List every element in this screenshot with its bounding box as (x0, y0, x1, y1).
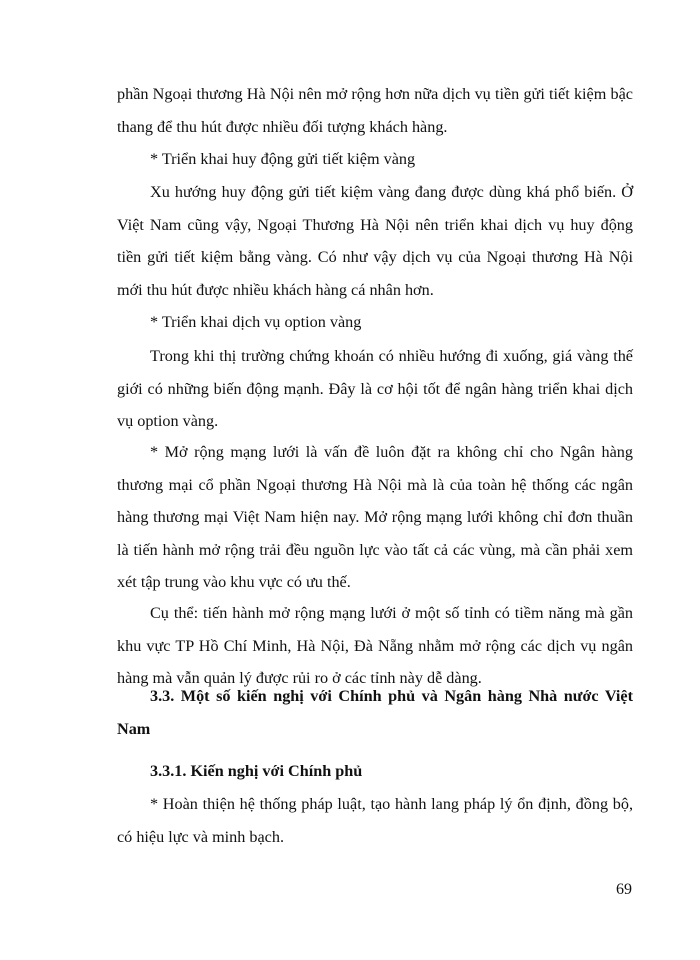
paragraph-gold-option: Trong khi thị trường chứng khoán có nhiều hướng đi xuống, giá vàng thế giới có những biến động mạnh. Đây là cơ hội tốt để ngân hàng triển khai dịch vụ option vàng. (117, 347, 633, 430)
bullet-gold-savings: * Triển khai huy động gửi tiết kiệm vàng (150, 150, 416, 168)
paragraph-specifics: Cụ thể: tiến hành mở rộng mạng lưới ở một số tỉnh có tiềm năng mà gần khu vực TP Hồ Chí Minh, Hà Nội, Đà Nẵng nhằm mở rộng các dịch vụ ngân hàng mà vẫn quản lý được rủi ro ở các tỉnh này dễ dàng. (117, 604, 633, 687)
paragraph-savings-continuation: phần Ngoại thương Hà Nội nên mở rộng hơn nữa dịch vụ tiền gửi tiết kiệm bậc thang để thu hút được nhiều đối tượng khách hàng. (117, 85, 633, 136)
paragraph-gold-savings: Xu hướng huy động gửi tiết kiệm vàng đang được dùng khá phổ biến. Ở Việt Nam cũng vậy, Ngoại Thương Hà Nội nên triển khai dịch vụ huy động tiền gửi tiết kiệm bằng vàng. Có như vậy dịch vụ của Ngoại thương Hà Nội mới thu hút được nhiều khách hàng cá nhân hơn. (117, 183, 633, 299)
paragraph-network-expansion: * Mở rộng mạng lưới là vấn đề luôn đặt ra không chỉ cho Ngân hàng thương mại cổ phần Ngoại thương Hà Nội mà là của toàn hệ thống các ngân hàng thương mại Việt Nam hiện nay. Mở rộng mạng lưới không chỉ đơn thuần là tiến hành mở rộng trải đều nguồn lực vào tất cả các vùng, mà cần phải xem xét tập trung vào khu vực có ưu thế. (117, 443, 633, 591)
bullet-gold-option: * Triển khai dịch vụ option vàng (150, 313, 362, 331)
paragraph-legal-system: * Hoàn thiện hệ thống pháp luật, tạo hành lang pháp lý ổn định, đồng bộ, có hiệu lực và minh bạch. (117, 795, 633, 846)
subsection-heading-3-3-1: 3.3.1. Kiến nghị với Chính phủ (150, 762, 363, 780)
section-heading-3-3: 3.3. Một số kiến nghị với Chính phủ và Ngân hàng Nhà nước Việt Nam (117, 687, 633, 738)
page-number: 69 (616, 881, 632, 898)
